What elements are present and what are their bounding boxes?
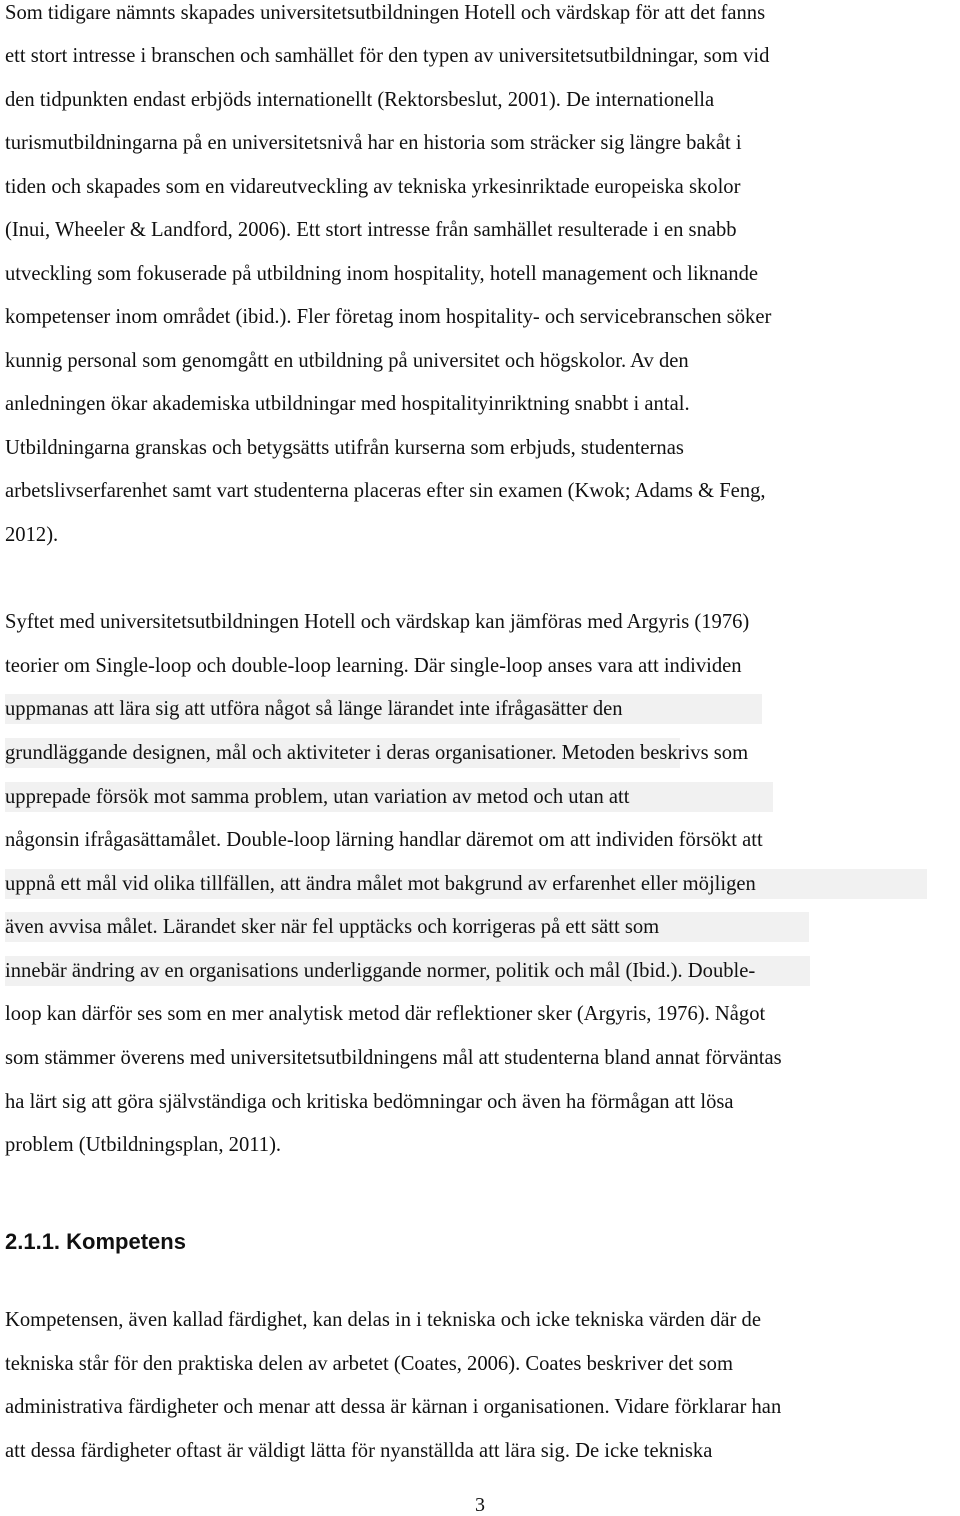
text-line: arbetslivserfarenhet samt vart studenterna placeras efter sin examen (Kwok; Adams & Feng, (5, 480, 766, 502)
text-line: anledningen ökar akademiska utbildningar med hospitalityinriktning snabbt i antal. (5, 393, 690, 415)
text-line: 2012). (5, 524, 59, 546)
text-line: som stämmer överens med universitetsutbildningens mål att studenterna bland annat förväntas (5, 1047, 782, 1069)
page-number: 3 (475, 1494, 485, 1516)
text-line: att dessa färdigheter oftast är väldigt lätta för nyanställda att lära sig. De icke tekniska (5, 1440, 713, 1462)
text-line: den tidpunkten endast erbjöds internationellt (Rektorsbeslut, 2001). De internationella (5, 89, 715, 111)
text-line: (Inui, Wheeler & Landford, 2006). Ett stort intresse från samhället resulterade i en snabb (5, 219, 737, 241)
text-line: utveckling som fokuserade på utbildning inom hospitality, hotell management och liknande (5, 263, 759, 285)
text-line: administrativa färdigheter och menar att dessa är kärnan i organisationen. Vidare förklarar han (5, 1396, 782, 1418)
text-line: ha lärt sig att göra självständiga och kritiska bedömningar och även ha förmågan att lösa (5, 1091, 734, 1113)
text-line: Som tidigare nämnts skapades universitetsutbildningen Hotell och värdskap för att det fanns (5, 2, 766, 24)
text-line: ett stort intresse i branschen och samhället för den typen av universitetsutbildningar, som vid (5, 45, 770, 67)
text-line: innebär ändring av en organisations underliggande normer, politik och mål (Ibid.). Double- (5, 960, 756, 982)
text-line: uppnå ett mål vid olika tillfällen, att ändra målet mot bakgrund av erfarenhet eller möjligen (5, 873, 756, 895)
text-line: tiden och skapades som en vidareutveckling av tekniska yrkesinriktade europeiska skolor (5, 176, 741, 198)
text-line: någonsin ifrågasättamålet. Double-loop lärning handlar däremot om att individen försökt att (5, 829, 763, 851)
text-line: problem (Utbildningsplan, 2011). (5, 1134, 282, 1156)
text-line: även avvisa målet. Lärandet sker när fel upptäcks och korrigeras på ett sätt som (5, 916, 660, 938)
text-line: kompetenser inom området (ibid.). Fler företag inom hospitality- och servicebranschen söker (5, 306, 772, 328)
text-line: turismutbildningarna på en universitetsnivå har en historia som sträcker sig längre bakåt i (5, 132, 742, 154)
text-line: grundläggande designen, mål och aktiviteter i deras organisationer. Metoden beskrivs som (5, 742, 749, 764)
section-heading: 2.1.1. Kompetens (5, 1229, 186, 1254)
text-line: Syftet med universitetsutbildningen Hotell och värdskap kan jämföras med Argyris (1976) (5, 611, 750, 633)
text-line: teorier om Single-loop och double-loop learning. Där single-loop anses vara att individen (5, 655, 742, 677)
text-line: Kompetensen, även kallad färdighet, kan delas in i tekniska och icke tekniska värden där de (5, 1309, 761, 1331)
text-line: upprepade försök mot samma problem, utan variation av metod och utan att (5, 786, 630, 808)
text-line: kunnig personal som genomgått en utbildning på universitet och högskolor. Av den (5, 350, 689, 372)
text-line: loop kan därför ses som en mer analytisk metod där reflektioner sker (Argyris, 1976). Något (5, 1003, 766, 1025)
text-line: tekniska står för den praktiska delen av arbetet (Coates, 2006). Coates beskriver det som (5, 1353, 733, 1375)
text-line: Utbildningarna granskas och betygsätts utifrån kurserna som erbjuds, studenternas (5, 437, 684, 459)
text-line: uppmanas att lära sig att utföra något så länge lärandet inte ifrågasätter den (5, 698, 623, 720)
